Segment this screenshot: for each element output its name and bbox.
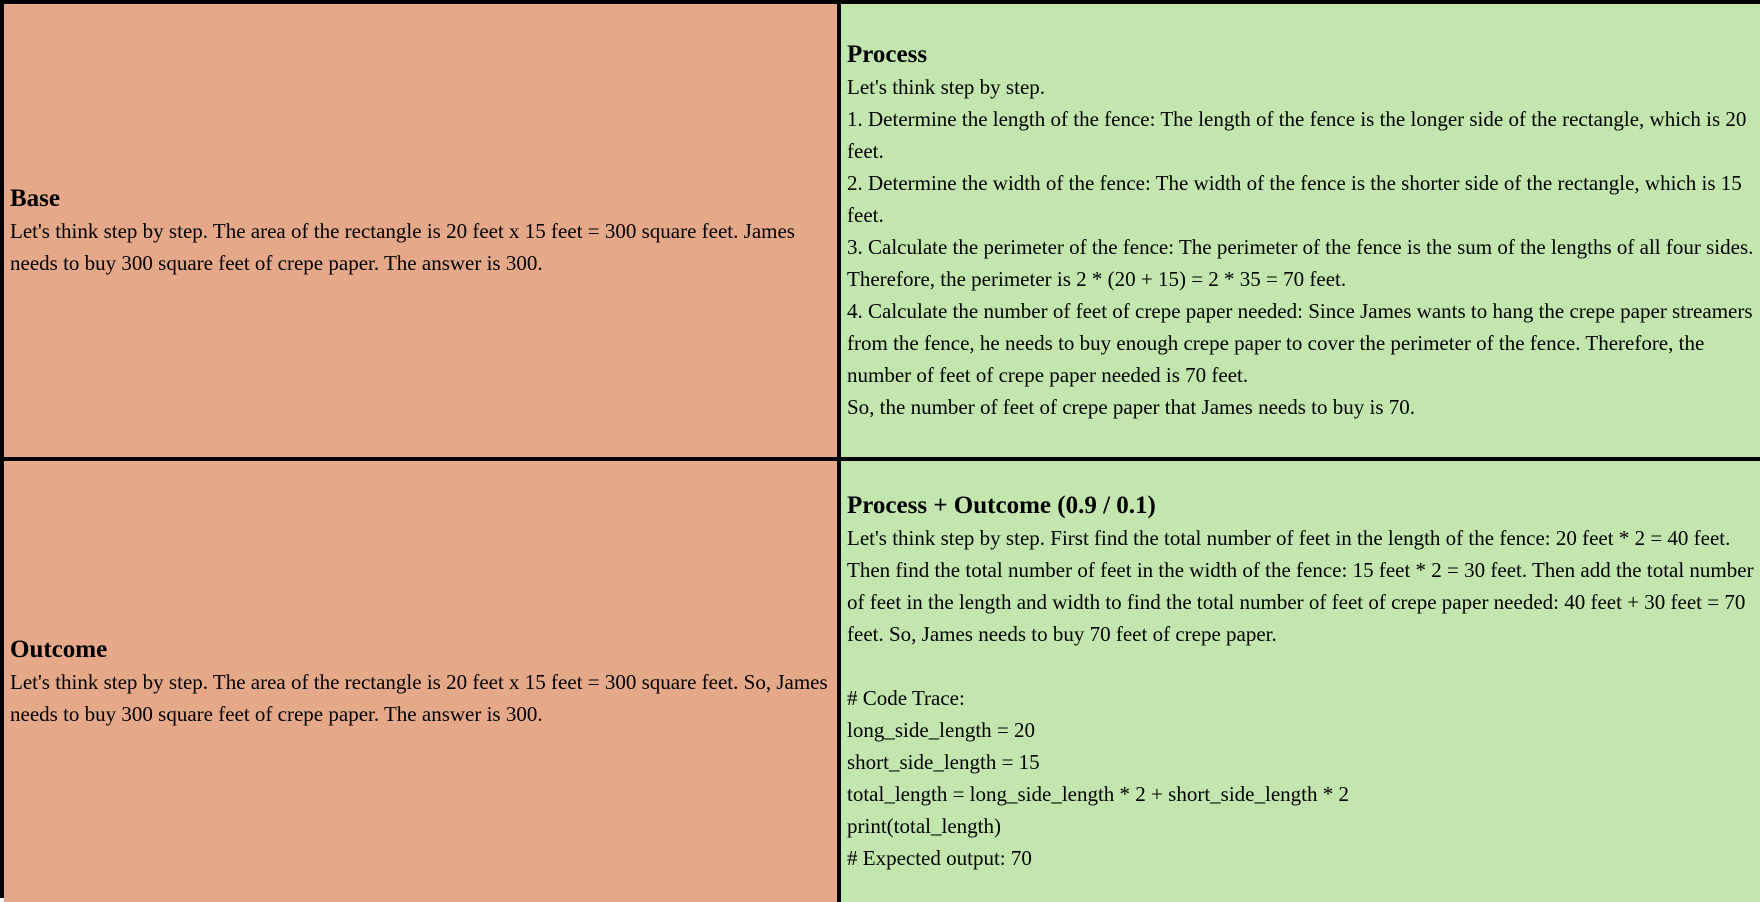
base-heading: Base <box>10 184 60 212</box>
process-outcome-text: Let's think step by step. First find the total number of feet in the length of the fence: 20 feet * 2 = 40 feet. Then find the total number of feet in the width of the fence: 15 feet * 2 = 30 feet. Then add the total number of feet in the length and width to find the total number of feet of crepe paper needed: 40 feet + 30 feet = 70 feet. So, James needs to buy 70 feet of crepe paper. <box>847 525 1754 646</box>
process-step-3: 3. Calculate the perimeter of the fence: The perimeter of the fence is the sum of the lengths of all four sides. Therefore, the perimeter is 2 * (20 + 15) = 2 * 35 = 70 feet. <box>847 234 1754 291</box>
outcome-heading: Outcome <box>10 635 108 663</box>
process-cell <box>841 4 1760 461</box>
process-step-1: 1. Determine the length of the fence: The length of the fence is the longer side of the rectangle, which is 20 feet. <box>847 106 1747 163</box>
code-line: short_side_length = 15 <box>847 749 1040 774</box>
code-line: print(total_length) <box>847 813 1001 838</box>
process-heading: Process <box>847 40 928 68</box>
code-trace <box>847 682 1760 874</box>
outcome-text: Let's think step by step. The area of the rectangle is 20 feet x 15 feet = 300 square feet. So, James needs to buy 300 square feet of crepe paper. The answer is 300. <box>10 669 828 726</box>
process-outcome-cell <box>841 461 1760 902</box>
process-step-4: 4. Calculate the number of feet of crepe paper needed: Since James wants to hang the crepe paper streamers from the fence, he needs to buy enough crepe paper to cover the perimeter of the fence. Therefore, the number of feet of crepe paper needed is 70 feet. <box>847 298 1753 387</box>
process-conclusion: So, the number of feet of crepe paper that James needs to buy is 70. <box>847 394 1415 419</box>
base-text: Let's think step by step. The area of the rectangle is 20 feet x 15 feet = 300 square feet. James needs to buy 300 square feet of crepe paper. The answer is 300. <box>10 218 795 275</box>
code-line: total_length = long_side_length * 2 + short_side_length * 2 <box>847 781 1349 806</box>
outcome-cell <box>4 461 841 902</box>
process-outcome-heading: Process + Outcome (0.9 / 0.1) <box>847 491 1156 519</box>
code-line: long_side_length = 20 <box>847 717 1035 742</box>
base-cell <box>4 4 841 461</box>
process-step-2: 2. Determine the width of the fence: The width of the fence is the shorter side of the rectangle, which is 15 feet. <box>847 170 1742 227</box>
process-line: Let's think step by step. <box>847 74 1046 99</box>
code-trace-comment: # Code Trace: <box>847 685 965 710</box>
expected-output-comment: # Expected output: 70 <box>847 845 1032 870</box>
